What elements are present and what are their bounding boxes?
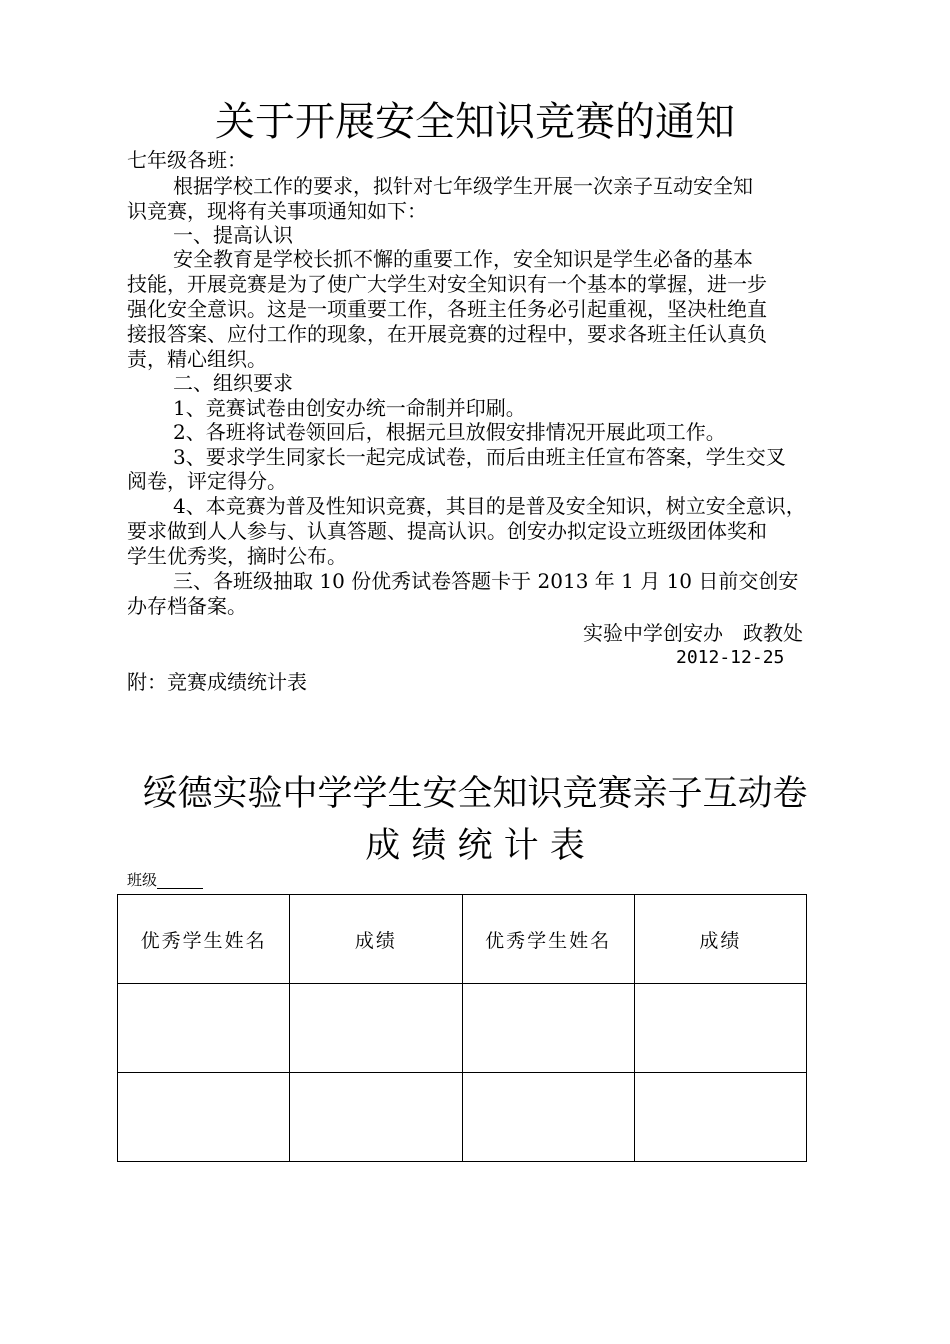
notice-title: 关于开展安全知识竞赛的通知 — [215, 99, 735, 145]
para1-line2: 识竞赛，现将有关事项通知如下： — [127, 199, 427, 223]
score-sheet-subtitle: 成 绩 统 计 表 — [365, 826, 585, 866]
section3-line2: 办存档备案。 — [127, 594, 247, 618]
table-cell — [462, 984, 634, 1073]
table-cell — [118, 1073, 290, 1162]
table-cell — [462, 1073, 634, 1162]
table-cell — [290, 1073, 462, 1162]
table-cell — [634, 984, 806, 1073]
signature: 实验中学创安办 政教处 — [583, 621, 803, 645]
item3-line1: 3、要求学生同家长一起完成试卷，而后由班主任宣布答案，学生交叉 — [173, 445, 786, 469]
class-label: 班级 — [127, 871, 158, 889]
section1-line4: 接报答案、应付工作的现象，在开展竞赛的过程中，要求各班主任认真负 — [127, 322, 767, 346]
header-score-2: 成绩 — [634, 895, 806, 984]
table-cell — [634, 1073, 806, 1162]
header-score-1: 成绩 — [290, 895, 462, 984]
item1: 1、竞赛试卷由创安办统一命制并印刷。 — [173, 396, 526, 420]
header-student-name-1: 优秀学生姓名 — [118, 895, 290, 984]
item2: 2、各班将试卷领回后，根据元旦放假安排情况开展此项工作。 — [173, 420, 726, 444]
section1-line2: 技能，开展竞赛是为了使广大学生对安全知识有一个基本的掌握，进一步 — [127, 272, 767, 296]
addressee: 七年级各班： — [127, 148, 247, 172]
table-cell — [290, 984, 462, 1073]
section2-heading: 二、组织要求 — [173, 371, 293, 395]
section1-line1: 安全教育是学校长抓不懈的重要工作，安全知识是学生必备的基本 — [173, 247, 753, 271]
para1-line1: 根据学校工作的要求，拟针对七年级学生开展一次亲子互动安全知 — [173, 174, 753, 198]
item4-line3: 学生优秀奖，摘时公布。 — [127, 544, 347, 568]
table-row — [118, 1073, 807, 1162]
section1-line5: 责，精心组织。 — [127, 347, 267, 371]
item4-line1: 4、本竞赛为普及性知识竞赛，其目的是普及安全知识，树立安全意识， — [173, 494, 806, 518]
table-header-row — [118, 895, 807, 984]
section1-line3: 强化安全意识。这是一项重要工作，各班主任务必引起重视，坚决杜绝直 — [127, 297, 767, 321]
class-blank — [157, 874, 203, 889]
score-table — [117, 894, 807, 1162]
item3-line2: 阅卷，评定得分。 — [127, 469, 287, 493]
table-cell — [118, 984, 290, 1073]
attachment-note: 附：竞赛成绩统计表 — [127, 670, 307, 694]
class-field — [127, 871, 203, 889]
date: 2012-12-25 — [676, 647, 785, 668]
score-sheet-title: 绥德实验中学学生安全知识竞赛亲子互动卷 — [142, 774, 808, 814]
header-student-name-2: 优秀学生姓名 — [462, 895, 634, 984]
item4-line2: 要求做到人人参与、认真答题、提高认识。创安办拟定设立班级团体奖和 — [127, 519, 767, 543]
table-row — [118, 984, 807, 1073]
section3-line1: 三、各班级抽取 10 份优秀试卷答题卡于 2013 年 1 月 10 日前交创安 — [173, 569, 799, 593]
section1-heading: 一、提高认识 — [173, 223, 293, 247]
